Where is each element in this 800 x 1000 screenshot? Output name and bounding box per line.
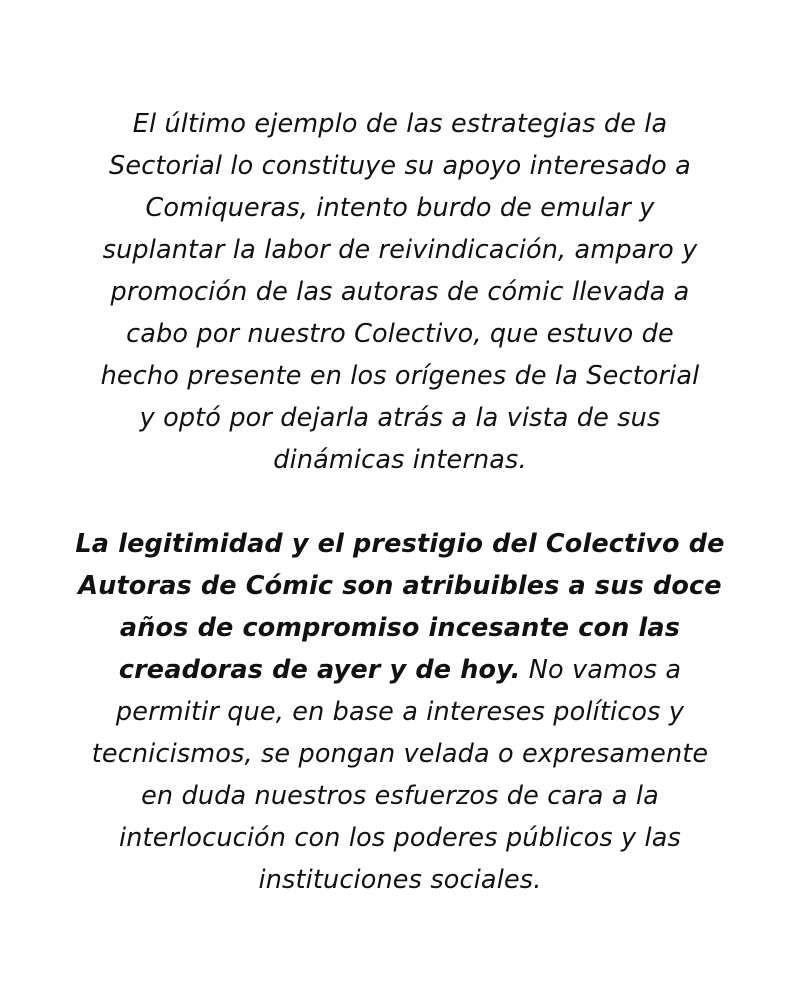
paragraph-1	[60, 103, 740, 481]
text-line: interlocución con los poderes públicos y las	[119, 823, 681, 853]
mixed-text-line	[60, 649, 740, 691]
bold-text-line: La legitimidad y el prestigio del Colectivo de	[75, 529, 725, 559]
text-line: hecho presente en los orígenes de la Sectorial	[100, 361, 700, 391]
text-line: Comiqueras, intento burdo de emular y	[145, 193, 655, 223]
text-line: promoción de las autoras de cómic llevada a	[110, 277, 690, 307]
bold-text-line: Autoras de Cómic son atribuibles a sus doce	[78, 571, 722, 601]
text-line: y optó por dejarla atrás a la vista de sus	[139, 403, 661, 433]
text-line: cabo por nuestro Colectivo, que estuvo de	[126, 319, 674, 349]
text-line: instituciones sociales.	[258, 865, 542, 895]
paragraph-2	[60, 523, 740, 901]
bold-text-line: años de compromiso incesante con las	[119, 613, 681, 643]
regular-text-segment: No vamos a	[520, 655, 682, 685]
text-line: El último ejemplo de las estrategias de la	[132, 109, 668, 139]
text-line: Sectorial lo constituye su apoyo interesado a	[109, 151, 691, 181]
text-line: dinámicas internas.	[273, 445, 527, 475]
bold-text-segment: creadoras de ayer y de hoy.	[118, 655, 521, 685]
text-line: permitir que, en base a intereses políticos y	[115, 697, 685, 727]
text-line: suplantar la labor de reivindicación, amparo y	[102, 235, 698, 265]
text-line: tecnicismos, se pongan velada o expresamente	[91, 739, 709, 769]
text-line: en duda nuestros esfuerzos de cara a la	[141, 781, 659, 811]
